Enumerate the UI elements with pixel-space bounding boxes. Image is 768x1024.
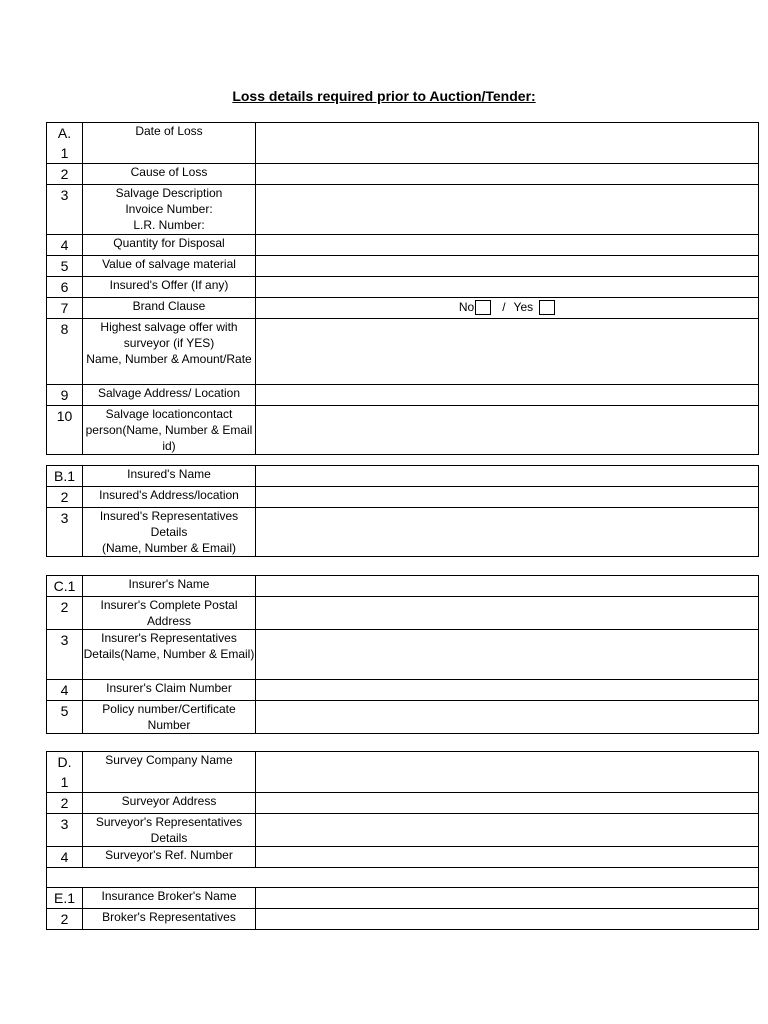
row-number: B.1 xyxy=(47,466,83,487)
row-number: 3 xyxy=(47,185,83,235)
table-row xyxy=(47,888,759,909)
table-row xyxy=(47,576,759,597)
cause-of-loss-field[interactable] xyxy=(256,164,759,185)
row-label: Highest salvage offer with surveyor (if YES) Name, Number & Amount/Rate xyxy=(83,319,256,385)
table-row xyxy=(47,597,759,630)
row-label: Cause of Loss xyxy=(83,164,256,185)
row-number: 2 xyxy=(47,487,83,508)
row-number: 6 xyxy=(47,277,83,298)
table-row xyxy=(47,630,759,680)
row-number: 9 xyxy=(47,385,83,406)
table-row xyxy=(47,793,759,814)
row-number: E.1 xyxy=(47,888,83,909)
row-label: Salvage Address/ Location xyxy=(83,385,256,406)
row-number: 2 xyxy=(47,164,83,185)
row-label: Insurance Broker's Name xyxy=(83,888,256,909)
salvage-description-field[interactable] xyxy=(256,185,759,235)
broker-representatives-field[interactable] xyxy=(256,909,759,930)
row-label: Insured's Representatives Details (Name, Number & Email) xyxy=(83,508,256,557)
insured-representatives-field[interactable] xyxy=(256,508,759,557)
table-row xyxy=(47,487,759,508)
page-title: Loss details required prior to Auction/Tender: xyxy=(232,88,536,104)
row-label: Policy number/Certificate Number xyxy=(83,701,256,734)
row-number: 4 xyxy=(47,680,83,701)
table-row xyxy=(47,319,759,385)
yes-checkbox[interactable] xyxy=(539,300,555,315)
section-b-table xyxy=(46,465,759,557)
row-label: Insurer's Complete Postal Address xyxy=(83,597,256,630)
row-label: Insurer's Name xyxy=(83,576,256,597)
policy-number-field[interactable] xyxy=(256,701,759,734)
table-row xyxy=(47,235,759,256)
row-number: 4 xyxy=(47,847,83,868)
row-label: Insurer's Claim Number xyxy=(83,680,256,701)
table-row xyxy=(47,256,759,277)
table-row xyxy=(47,909,759,930)
highest-offer-field[interactable] xyxy=(256,319,759,385)
row-label: Brand Clause xyxy=(83,298,256,319)
row-label: Insured's Offer (If any) xyxy=(83,277,256,298)
row-label: Survey Company Name xyxy=(83,752,256,793)
row-label: Surveyor's Representatives Details xyxy=(83,814,256,847)
row-label: Broker's Representatives xyxy=(83,909,256,930)
table-row xyxy=(47,701,759,734)
table-row xyxy=(47,298,759,319)
table-row xyxy=(47,385,759,406)
row-number: D. 1 xyxy=(47,752,83,793)
insurer-representatives-field[interactable] xyxy=(256,630,759,680)
table-row xyxy=(47,123,759,164)
row-number: 3 xyxy=(47,814,83,847)
section-a-table xyxy=(46,122,759,455)
table-row xyxy=(47,406,759,455)
row-label: Salvage locationcontact person(Name, Number & Email id) xyxy=(83,406,256,455)
insurer-address-field[interactable] xyxy=(256,597,759,630)
no-checkbox[interactable] xyxy=(475,300,491,315)
row-number: 4 xyxy=(47,235,83,256)
table-row xyxy=(47,185,759,235)
row-number: 2 xyxy=(47,597,83,630)
salvage-value-field[interactable] xyxy=(256,256,759,277)
blank-row xyxy=(47,868,759,888)
section-c-table xyxy=(46,575,759,734)
row-number: 10 xyxy=(47,406,83,455)
table-row xyxy=(47,164,759,185)
no-label: No xyxy=(458,300,475,314)
broker-name-field[interactable] xyxy=(256,888,759,909)
row-number: 7 xyxy=(47,298,83,319)
table-row xyxy=(47,680,759,701)
insured-address-field[interactable] xyxy=(256,487,759,508)
insured-name-field[interactable] xyxy=(256,466,759,487)
row-number: C.1 xyxy=(47,576,83,597)
brand-clause-field xyxy=(256,298,759,319)
section-d-e-table xyxy=(46,751,759,930)
row-label: Surveyor's Ref. Number xyxy=(83,847,256,868)
row-number: 5 xyxy=(47,256,83,277)
insurer-name-field[interactable] xyxy=(256,576,759,597)
row-label: Value of salvage material xyxy=(83,256,256,277)
row-label: Date of Loss xyxy=(83,123,256,164)
table-row xyxy=(47,752,759,793)
row-number: 3 xyxy=(47,630,83,680)
row-label: Quantity for Disposal xyxy=(83,235,256,256)
surveyor-address-field[interactable] xyxy=(256,793,759,814)
contact-person-field[interactable] xyxy=(256,406,759,455)
separator: / xyxy=(502,300,506,314)
row-label: Surveyor Address xyxy=(83,793,256,814)
row-number: 5 xyxy=(47,701,83,734)
insurer-claim-number-field[interactable] xyxy=(256,680,759,701)
row-label: Insurer's Representatives Details(Name, Number & Email) xyxy=(83,630,256,680)
survey-company-field[interactable] xyxy=(256,752,759,793)
row-number: 2 xyxy=(47,909,83,930)
insured-offer-field[interactable] xyxy=(256,277,759,298)
row-number: A. 1 xyxy=(47,123,83,164)
row-label: Salvage Description Invoice Number: L.R. Number: xyxy=(83,185,256,235)
row-number: 2 xyxy=(47,793,83,814)
table-row xyxy=(47,277,759,298)
quantity-field[interactable] xyxy=(256,235,759,256)
row-number: 8 xyxy=(47,319,83,385)
blank-cell xyxy=(47,868,759,888)
table-row xyxy=(47,847,759,868)
row-label: Insured's Address/location xyxy=(83,487,256,508)
salvage-address-field[interactable] xyxy=(256,385,759,406)
table-row xyxy=(47,814,759,847)
table-row xyxy=(47,466,759,487)
surveyor-ref-field[interactable] xyxy=(256,847,759,868)
table-row xyxy=(47,508,759,557)
yes-label: Yes xyxy=(513,300,534,314)
row-number: 3 xyxy=(47,508,83,557)
row-label: Insured's Name xyxy=(83,466,256,487)
date-of-loss-field[interactable] xyxy=(256,123,759,164)
surveyor-representatives-field[interactable] xyxy=(256,814,759,847)
